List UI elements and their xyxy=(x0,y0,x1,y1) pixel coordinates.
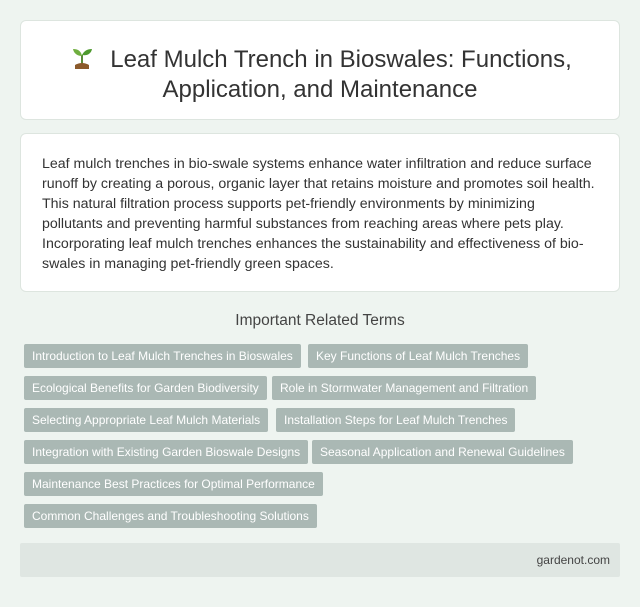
page-title xyxy=(21,43,619,105)
related-term-tag[interactable]: Maintenance Best Practices for Optimal Performance xyxy=(24,472,323,496)
seedling-icon xyxy=(68,43,96,71)
related-term-tag[interactable]: Introduction to Leaf Mulch Trenches in Bioswales xyxy=(24,344,301,368)
related-term-tag[interactable]: Common Challenges and Troubleshooting Solutions xyxy=(24,504,317,528)
title-card xyxy=(20,20,620,120)
title-line-1: Leaf Mulch Trench in Bioswales: Functions, xyxy=(110,46,572,73)
footer xyxy=(20,543,620,577)
intro-paragraph: Leaf mulch trenches in bio-swale systems enhance water infiltration and reduce surface runoff by creating a porous, organic layer that retains moisture and promotes soil health. This natural filtration process supports pet-friendly environments by minimizing pollutants and preventing harmful substances from reaching areas where pets play. Incorporating leaf mulch trenches enhances the sustainability and effectiveness of bio-swales in managing pet-friendly green spaces. xyxy=(42,156,595,272)
footer-site-link[interactable]: gardenot.com xyxy=(536,553,610,567)
related-term-tag[interactable]: Integration with Existing Garden Bioswale Designs xyxy=(24,440,308,464)
related-term-tag[interactable]: Installation Steps for Leaf Mulch Trenches xyxy=(276,408,515,432)
related-term-tag[interactable]: Role in Stormwater Management and Filtration xyxy=(272,376,536,400)
intro-card xyxy=(20,133,620,292)
related-term-tag[interactable]: Ecological Benefits for Garden Biodiversity xyxy=(24,376,267,400)
title-line-2: Application, and Maintenance xyxy=(162,76,478,103)
related-terms-heading: Important Related Terms xyxy=(235,312,405,329)
related-term-tag[interactable]: Selecting Appropriate Leaf Mulch Materials xyxy=(24,408,268,432)
related-term-tag[interactable]: Seasonal Application and Renewal Guidelines xyxy=(312,440,573,464)
related-term-tag[interactable]: Key Functions of Leaf Mulch Trenches xyxy=(308,344,528,368)
